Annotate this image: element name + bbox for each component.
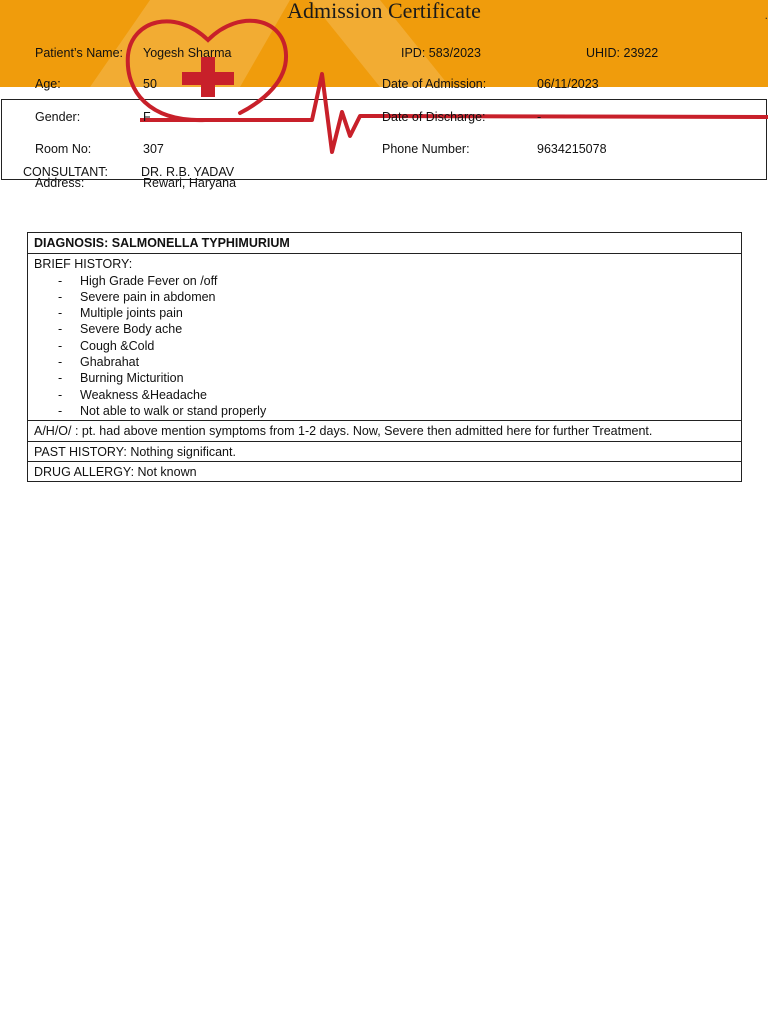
diagnosis-row: DIAGNOSIS: SALMONELLA TYPHIMURIUM [34,236,290,250]
history-item-text: Multiple joints pain [80,306,183,321]
history-item-text: Burning Micturition [80,371,184,386]
room-label: Room No: [35,142,92,156]
past-history-row: PAST HISTORY: Nothing significant. [28,441,741,461]
discharge-date-value: - [537,110,542,124]
gender-label: Gender: [35,110,81,124]
patient-name-value: Yogesh Sharma [143,46,232,60]
patient-name-label: Patient’s Name: [35,46,124,60]
history-list [34,273,735,420]
phone-label: Phone Number: [382,142,470,156]
brief-history-label: BRIEF HISTORY: [34,257,133,272]
brief-history-row [28,253,741,420]
age-value: 50 [143,77,157,91]
list-item: - Multiple joints pain [58,306,183,321]
list-item: - High Grade Fever on /off [58,273,218,288]
clinical-table [27,232,742,482]
discharge-date-label: Date of Discharge: [382,110,486,124]
gender-value: F [143,110,151,124]
list-item: - Severe Body ache [58,322,183,337]
corner-mark: . [764,8,768,22]
list-item: - Severe pain in abdomen [58,289,216,304]
ahoo-row: A/H/O/ : pt. had above mention symptoms from 1-2 days. Now, Severe then admitted here for further Treatment. [28,420,741,440]
history-item-text: Weakness &Headache [80,387,207,402]
admission-date-value: 06/11/2023 [537,77,599,91]
room-value: 307 [143,142,164,156]
list-item: - Weakness &Headache [58,387,207,402]
list-item: - Burning Micturition [58,371,184,386]
history-item-text: Cough &Cold [80,338,155,353]
history-item-text: High Grade Fever on /off [80,273,218,288]
drug-allergy-row: DRUG ALLERGY: Not known [28,461,741,481]
list-item: - Not able to walk or stand properly [58,403,267,418]
uhid-number: UHID: 23922 [586,46,659,60]
list-item: - Cough &Cold [58,338,155,353]
list-item: - Ghabrahat [58,355,140,370]
age-label: Age: [35,77,61,91]
document-title: Admission Certificate [287,0,481,23]
admission-date-label: Date of Admission: [382,77,487,91]
phone-value: 9634215078 [537,142,607,156]
consultant-value: DR. R.B. YADAV [141,165,235,179]
ipd-number: IPD: 583/2023 [401,46,481,60]
address-label: Address: [35,176,85,190]
history-item-text: Not able to walk or stand properly [80,403,267,418]
history-item-text: Ghabrahat [80,355,140,370]
consultant-label: CONSULTANT: [23,165,108,179]
history-item-text: Severe pain in abdomen [80,289,216,304]
address-value: Rewari, Haryana [143,176,237,190]
history-item-text: Severe Body ache [80,322,183,337]
